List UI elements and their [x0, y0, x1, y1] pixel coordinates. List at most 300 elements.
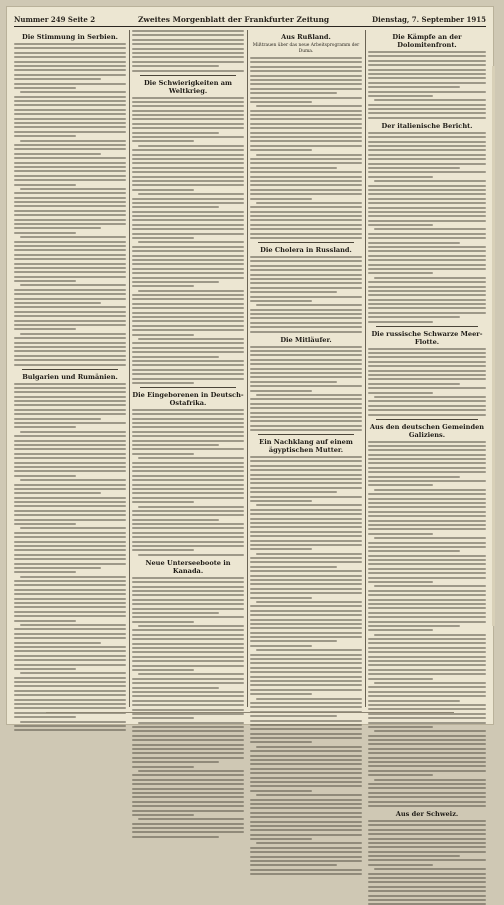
text-line	[368, 202, 486, 204]
text-line	[250, 816, 362, 818]
text-line	[368, 704, 486, 706]
text-line	[250, 425, 362, 427]
text-line	[250, 561, 362, 563]
text-line	[368, 484, 433, 486]
text-line	[250, 496, 362, 498]
text-line	[132, 492, 244, 494]
article-headline: Aus den deutschen Gemeinden Galiziens.	[369, 422, 485, 439]
text-line	[14, 223, 126, 225]
text-line	[132, 634, 244, 636]
text-line	[132, 298, 244, 300]
text-line	[250, 110, 362, 112]
text-line	[368, 603, 486, 605]
text-line	[132, 549, 194, 551]
text-line	[250, 790, 312, 792]
text-line	[132, 643, 244, 645]
text-line	[14, 729, 126, 731]
text-line	[14, 157, 126, 159]
text-line	[14, 690, 126, 692]
text-line	[132, 34, 244, 36]
text-line	[250, 834, 362, 836]
text-line	[250, 403, 362, 405]
text-line	[368, 660, 486, 662]
text-line	[368, 77, 486, 79]
article-headline: Aus Rußland.	[281, 33, 331, 41]
text-line	[132, 766, 194, 768]
text-line	[132, 638, 244, 640]
text-line	[250, 167, 337, 169]
text-line	[132, 281, 219, 283]
text-line	[14, 96, 126, 98]
text-line	[14, 78, 101, 80]
text-line	[250, 724, 362, 726]
text-line	[250, 61, 362, 63]
text-line	[368, 145, 486, 147]
text-line	[14, 311, 126, 313]
text-line	[132, 303, 244, 305]
text-line	[14, 289, 126, 291]
text-line	[368, 757, 486, 759]
text-line	[20, 624, 126, 626]
text-line	[138, 241, 244, 243]
article-headline: Die Cholera in Russland.	[260, 246, 352, 255]
text-line	[368, 211, 486, 213]
text-line	[250, 372, 362, 374]
text-line	[132, 761, 219, 763]
text-line	[20, 479, 126, 481]
text-line	[14, 681, 126, 683]
text-line	[132, 608, 244, 610]
text-line	[14, 664, 126, 666]
text-line	[250, 526, 362, 528]
text-line	[132, 744, 244, 746]
text-line	[14, 52, 126, 54]
text-line	[132, 616, 244, 618]
text-line	[250, 189, 362, 191]
text-line	[368, 524, 486, 526]
column-2	[132, 30, 244, 707]
text-line	[132, 202, 244, 204]
text-line	[368, 312, 486, 314]
text-line	[250, 763, 362, 765]
article-body	[368, 132, 486, 323]
text-line	[250, 171, 362, 173]
text-line	[14, 245, 126, 247]
text-line	[14, 359, 126, 361]
text-line	[368, 629, 433, 631]
text-line	[368, 55, 486, 57]
text-line	[14, 87, 76, 89]
text-line	[368, 176, 433, 178]
text-line	[256, 553, 362, 555]
text-line	[138, 338, 244, 340]
text-line	[368, 387, 486, 389]
text-line	[14, 135, 76, 137]
text-line	[14, 409, 126, 411]
text-line	[368, 198, 486, 200]
text-line	[132, 325, 244, 327]
header-masthead: Zweites Morgenblatt der Frankfurter Zeitung	[137, 14, 330, 24]
text-line	[132, 660, 244, 662]
text-line	[14, 685, 126, 687]
text-line	[14, 396, 126, 398]
divider	[376, 419, 478, 420]
text-line	[368, 361, 486, 363]
text-line	[368, 356, 486, 358]
text-line	[368, 383, 460, 385]
text-line	[14, 440, 126, 442]
text-line	[368, 833, 486, 835]
text-line	[250, 597, 312, 599]
text-line	[14, 241, 126, 243]
text-line	[132, 532, 244, 534]
text-line	[368, 316, 460, 318]
text-line	[132, 114, 244, 116]
text-line	[20, 576, 126, 578]
text-line	[250, 132, 362, 134]
text-line	[132, 158, 244, 160]
text-line	[368, 673, 486, 675]
text-line	[132, 444, 219, 446]
text-line	[132, 726, 244, 728]
text-line	[132, 277, 244, 279]
text-line	[250, 531, 362, 533]
text-line	[132, 320, 244, 322]
text-line	[368, 559, 486, 561]
text-line	[368, 365, 486, 367]
text-line	[132, 426, 244, 428]
text-line	[368, 846, 486, 848]
text-line	[14, 584, 126, 586]
text-line	[368, 743, 486, 745]
text-line	[250, 162, 362, 164]
text-line	[14, 457, 126, 459]
text-line	[132, 351, 244, 353]
text-line	[368, 400, 486, 402]
text-line	[368, 476, 460, 478]
text-line	[250, 662, 362, 664]
text-line	[368, 656, 486, 658]
text-line	[132, 149, 244, 151]
text-line	[368, 761, 486, 763]
text-line	[250, 728, 362, 730]
text-line	[250, 359, 362, 361]
text-line	[14, 350, 126, 352]
text-line	[132, 418, 244, 420]
text-line	[250, 114, 362, 116]
text-line	[256, 746, 362, 748]
text-line	[250, 287, 362, 289]
text-line	[250, 750, 362, 752]
text-line	[14, 320, 126, 322]
text-line	[132, 123, 244, 125]
text-line	[256, 698, 362, 700]
text-line	[250, 640, 337, 642]
text-line	[132, 435, 244, 437]
text-line	[368, 783, 486, 785]
text-line	[250, 331, 362, 333]
text-line	[368, 104, 486, 106]
text-line	[250, 706, 362, 708]
text-line	[250, 847, 362, 849]
text-line	[250, 614, 362, 616]
text-line	[14, 470, 126, 472]
text-line	[250, 79, 362, 81]
text-line	[20, 188, 126, 190]
text-line	[368, 454, 486, 456]
text-line	[374, 489, 486, 491]
text-line	[250, 368, 362, 370]
text-line	[132, 462, 244, 464]
text-line	[250, 856, 362, 858]
text-line	[368, 722, 486, 724]
text-line	[250, 176, 362, 178]
text-line	[250, 184, 362, 186]
text-line	[250, 575, 362, 577]
text-line	[132, 39, 244, 41]
text-line	[14, 271, 126, 273]
text-line	[14, 249, 126, 251]
article-headline: Neue Unterseeboote in Kanada.	[145, 558, 231, 575]
text-line	[132, 669, 194, 671]
text-line	[14, 484, 126, 486]
text-line	[132, 497, 244, 499]
text-line	[250, 869, 362, 871]
text-line	[256, 842, 362, 844]
text-line	[256, 794, 362, 796]
text-line	[368, 577, 486, 579]
text-line	[132, 581, 244, 583]
text-line	[374, 180, 486, 182]
text-line	[132, 479, 244, 481]
text-line	[14, 655, 126, 657]
text-line	[368, 409, 486, 411]
text-line	[132, 590, 244, 592]
text-line	[368, 471, 486, 473]
text-line	[250, 610, 362, 612]
text-line	[368, 555, 486, 557]
text-line	[14, 205, 126, 207]
text-line	[250, 237, 362, 239]
text-line	[132, 700, 244, 702]
text-line	[132, 189, 194, 191]
text-line	[368, 242, 460, 244]
text-line	[132, 246, 244, 248]
text-line	[14, 280, 76, 282]
text-line	[132, 440, 244, 442]
text-line	[14, 298, 126, 300]
text-line	[250, 260, 362, 262]
text-line	[250, 123, 362, 125]
article-body	[250, 57, 362, 239]
text-line	[132, 470, 244, 472]
text-line	[132, 211, 244, 213]
text-line	[250, 785, 362, 787]
text-line	[250, 540, 362, 542]
text-line	[14, 122, 126, 124]
text-line	[368, 64, 486, 66]
text-line	[368, 801, 486, 803]
text-line	[368, 158, 486, 160]
text-line	[14, 153, 101, 155]
text-line	[368, 838, 486, 840]
text-line	[132, 805, 244, 807]
text-line	[20, 672, 126, 674]
text-line	[250, 75, 362, 77]
text-line	[132, 237, 194, 239]
text-line	[20, 431, 126, 433]
text-line	[14, 580, 126, 582]
text-line	[250, 522, 362, 524]
text-line	[250, 136, 362, 138]
text-line	[250, 487, 362, 489]
text-line	[368, 678, 433, 680]
text-line	[368, 796, 486, 798]
text-line	[14, 642, 101, 644]
text-line	[368, 171, 486, 173]
text-line	[250, 300, 312, 302]
text-line	[138, 722, 244, 724]
text-line	[368, 616, 486, 618]
text-line	[132, 101, 244, 103]
text-line	[14, 400, 126, 402]
text-line	[368, 259, 486, 261]
text-line	[250, 416, 362, 418]
text-line	[14, 422, 126, 424]
text-line	[138, 673, 244, 675]
text-line	[132, 154, 244, 156]
newspaper-page	[6, 6, 494, 818]
text-line	[368, 498, 486, 500]
text-line	[132, 105, 244, 107]
article-body	[250, 456, 362, 875]
text-line	[368, 594, 486, 596]
text-line	[132, 364, 244, 366]
text-line	[368, 264, 486, 266]
text-line	[368, 95, 433, 97]
text-line	[250, 627, 362, 629]
text-line	[132, 272, 244, 274]
text-line	[250, 429, 362, 431]
text-line	[368, 112, 486, 114]
text-line	[14, 126, 126, 128]
text-line	[132, 836, 219, 838]
text-line	[132, 536, 244, 538]
text-line	[368, 752, 486, 754]
text-line	[368, 154, 486, 156]
text-line	[14, 707, 126, 709]
text-line	[368, 185, 486, 187]
text-line	[14, 448, 126, 450]
text-line	[132, 739, 244, 741]
text-line	[14, 453, 126, 455]
text-line	[132, 779, 244, 781]
text-line	[368, 220, 486, 222]
text-line	[14, 523, 76, 525]
text-line	[250, 592, 362, 594]
text-line	[368, 378, 486, 380]
text-line	[250, 206, 362, 208]
text-line	[250, 605, 362, 607]
text-line	[132, 545, 244, 547]
text-line	[250, 645, 312, 647]
text-line	[14, 219, 126, 221]
text-line	[14, 232, 76, 234]
text-line	[14, 276, 126, 278]
text-line	[250, 772, 362, 774]
article-headline: Die Schwierigkeiten am Weltkrieg.	[143, 78, 233, 95]
article-body	[368, 348, 486, 416]
text-line	[132, 48, 244, 50]
text-line	[368, 82, 486, 84]
text-line	[250, 807, 362, 809]
text-line	[14, 210, 126, 212]
text-line	[250, 570, 362, 572]
text-line	[250, 693, 312, 695]
text-line	[14, 541, 126, 543]
text-line	[14, 337, 126, 339]
text-line	[368, 864, 433, 866]
article-headline: Die Eingeborenen in Deutsch-Ostafrika.	[132, 390, 244, 407]
text-line	[250, 579, 362, 581]
text-line	[132, 110, 244, 112]
text-line	[250, 799, 362, 801]
text-line	[132, 783, 244, 785]
text-line	[368, 307, 486, 309]
text-line	[368, 86, 460, 88]
text-line	[14, 302, 101, 304]
text-line	[14, 567, 101, 569]
text-line	[368, 136, 486, 138]
text-line	[132, 30, 244, 32]
text-line	[132, 748, 244, 750]
text-line	[14, 492, 101, 494]
text-line	[374, 277, 486, 279]
text-line	[250, 491, 337, 493]
text-line	[14, 628, 126, 630]
text-line	[250, 518, 362, 520]
text-line	[250, 317, 362, 319]
text-line	[132, 827, 244, 829]
text-line	[14, 254, 126, 256]
text-line	[374, 682, 486, 684]
text-line	[250, 118, 362, 120]
text-line	[14, 694, 126, 696]
text-line	[20, 236, 126, 238]
text-line	[368, 792, 486, 794]
text-line	[132, 814, 194, 816]
text-line	[14, 505, 126, 507]
text-line	[368, 506, 486, 508]
column-4	[368, 30, 486, 818]
text-line	[250, 412, 362, 414]
text-line	[14, 364, 126, 366]
text-line	[14, 324, 126, 326]
text-line	[368, 189, 486, 191]
text-line	[132, 176, 244, 178]
text-line	[368, 290, 486, 292]
text-line	[132, 312, 244, 314]
text-line	[14, 69, 126, 71]
text-line	[132, 691, 244, 693]
text-line	[14, 637, 126, 639]
text-line	[132, 577, 244, 579]
text-line	[132, 70, 244, 72]
text-line	[374, 537, 486, 539]
page-footer	[46, 712, 454, 721]
text-line	[14, 571, 76, 573]
text-line	[250, 363, 362, 365]
